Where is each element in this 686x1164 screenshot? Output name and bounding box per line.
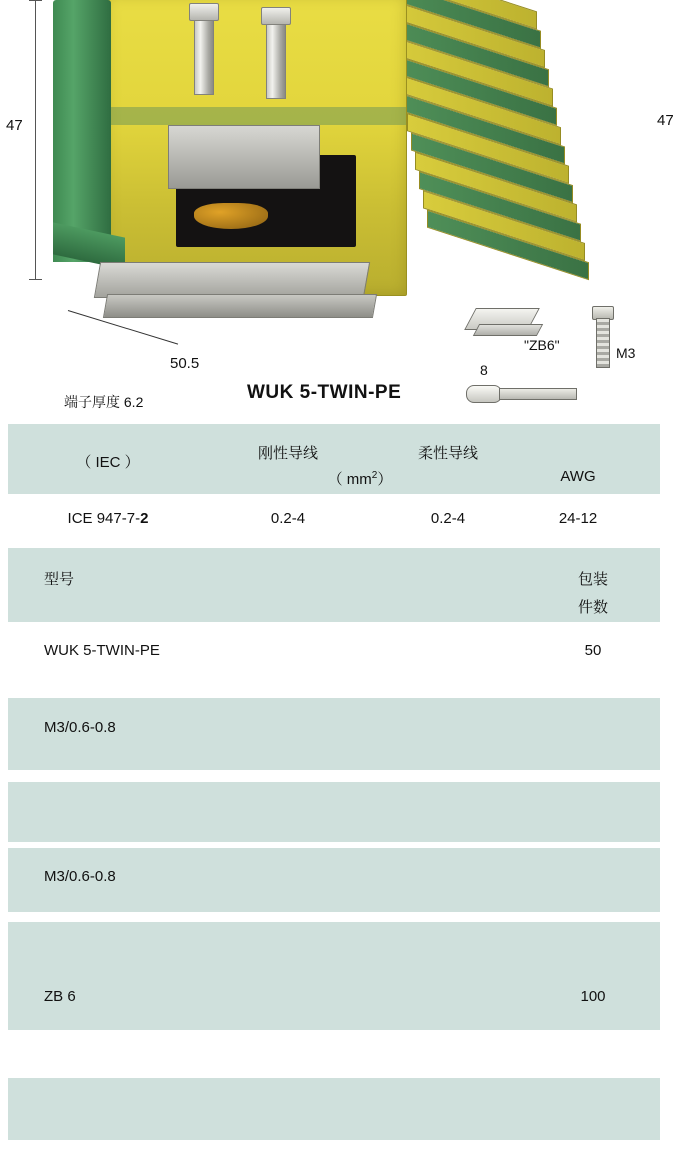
zb6-marker-icon <box>470 300 540 342</box>
spec-header-rigid: 刚性导线 <box>257 445 318 462</box>
order-header-pack-line1: 包装 <box>577 571 608 588</box>
spec-header-unit-open: （ mm <box>327 471 372 488</box>
spec-header-flexible: 柔性导线 <box>417 445 478 462</box>
terminal-green-profile <box>53 0 111 262</box>
model-label: WUK 5-TWIN-PE <box>247 382 402 403</box>
spec-header-standard: （ IEC ） <box>76 454 140 471</box>
order-row-4 <box>8 848 660 912</box>
terminal-screw-head-1 <box>189 3 219 21</box>
spec-header-unit <box>300 468 420 489</box>
dimension-height-right: 47 <box>657 112 674 129</box>
order-row-1 <box>8 622 660 686</box>
terminal-screw-2 <box>266 17 286 99</box>
product-figure <box>0 0 686 420</box>
dimension-width-label: 50.5 <box>170 355 200 372</box>
spec-header-unit-close: ） <box>377 471 393 488</box>
terminal-brass-contact <box>194 203 268 229</box>
zb6-label: "ZB6" <box>524 337 560 353</box>
order-header-model: 型号 <box>44 571 75 588</box>
spec-header-awg: AWG <box>560 468 596 485</box>
thickness-label: 端子厚度 6.2 <box>64 394 144 410</box>
screw-label: M3 <box>616 345 636 361</box>
terminal-screw-head-2 <box>261 7 291 25</box>
dimension-cap-top <box>29 0 42 1</box>
order-row-5 <box>8 922 660 968</box>
screw-icon <box>592 306 612 368</box>
order-row-qty: 100 <box>580 988 606 1005</box>
terminal-clamp-metal <box>168 125 320 189</box>
order-row-name: M3/0.6-0.8 <box>44 868 116 885</box>
wire-length-label: 8 <box>480 362 488 378</box>
order-row-name: ZB 6 <box>44 988 76 1005</box>
dimension-cap-bottom <box>29 279 42 280</box>
order-row-3 <box>8 782 660 842</box>
spec-value-flexible: 0.2-4 <box>430 510 466 527</box>
spec-value-standard-prefix: ICE 947-7- <box>67 510 141 527</box>
order-row-6 <box>8 968 660 1030</box>
order-row-name: M3/0.6-0.8 <box>44 719 116 736</box>
terminal-screw-1 <box>194 13 214 95</box>
spec-header-unit-sup: 2 <box>371 470 378 481</box>
terminal-rail-base-lower <box>103 294 377 318</box>
terminal-body <box>105 0 407 296</box>
order-row-2 <box>8 698 660 770</box>
spec-value-standard-bold: 2 <box>140 510 149 527</box>
spec-table-data-row <box>8 494 660 546</box>
terminal-block-illustration <box>45 0 465 344</box>
order-row-qty: 50 <box>584 642 602 659</box>
dimension-height-left: 47 <box>6 117 23 134</box>
order-header-pack-line2: 件数 <box>577 599 608 616</box>
dimension-line-left <box>35 0 36 280</box>
spec-value-rigid: 0.2-4 <box>270 510 306 527</box>
order-table-header-row <box>8 548 660 622</box>
wire-ferrule-icon <box>466 382 576 404</box>
order-row-name: WUK 5-TWIN-PE <box>44 642 160 659</box>
spec-table-header-row <box>8 424 660 494</box>
spec-value-awg: 24-12 <box>558 510 598 527</box>
terminal-rail-base-upper <box>94 262 370 298</box>
spec-value-standard <box>8 510 208 527</box>
order-row-7 <box>8 1078 660 1140</box>
